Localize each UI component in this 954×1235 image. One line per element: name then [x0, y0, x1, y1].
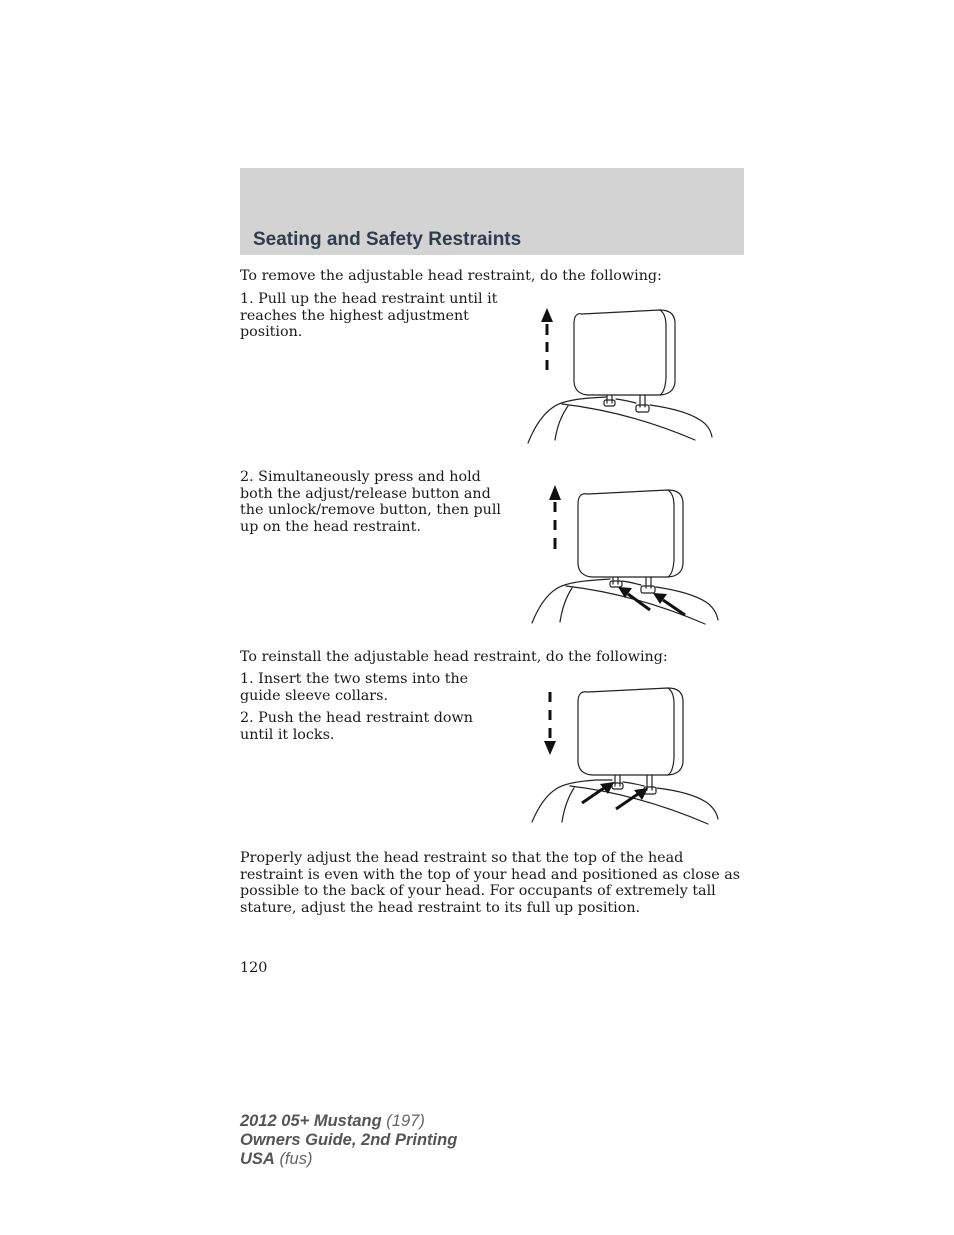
reinstall-intro: To reinstall the adjustable head restraint, do the following: [240, 649, 668, 665]
footer-guide-edition: Owners Guide, 2nd Printing [240, 1131, 458, 1149]
footer-line-3 [240, 1150, 457, 1169]
removal-step-1: 1. Pull up the head restraint until it reaches the highest adjustment position. [240, 291, 498, 340]
footer-model: 2012 05+ Mustang [240, 1112, 382, 1130]
closing-paragraph: Properly adjust the head restraint so that the top of the head restraint is even with the top of your head and positioned as close as possible to the back of your head. For occupants of extremely tall stature, adjust the head restraint to its full up position. [240, 850, 741, 916]
head-restraint-pull-up-icon [520, 300, 720, 448]
footer-market-code: (fus) [279, 1150, 313, 1168]
head-restraint-press-buttons-pull-up-icon [520, 478, 725, 628]
page-number: 120 [240, 960, 268, 976]
reinstall-step-2: 2. Push the head restraint down until it locks. [240, 710, 473, 743]
reinstall-step-1: 1. Insert the two stems into the guide sleeve collars. [240, 671, 469, 704]
head-restraint-push-down-icon [520, 684, 725, 829]
section-title: Seating and Safety Restraints [253, 229, 522, 250]
document-footer [240, 1112, 457, 1169]
section-header-band [240, 168, 744, 255]
footer-line-2 [240, 1131, 457, 1150]
removal-step-2: 2. Simultaneously press and hold both the adjust/release button and the unlock/remove button, then pull up on the head restraint. [240, 469, 502, 535]
footer-model-code: (197) [386, 1112, 425, 1130]
footer-market: USA [240, 1150, 275, 1168]
removal-intro: To remove the adjustable head restraint, do the following: [240, 268, 662, 284]
footer-line-1 [240, 1112, 457, 1131]
